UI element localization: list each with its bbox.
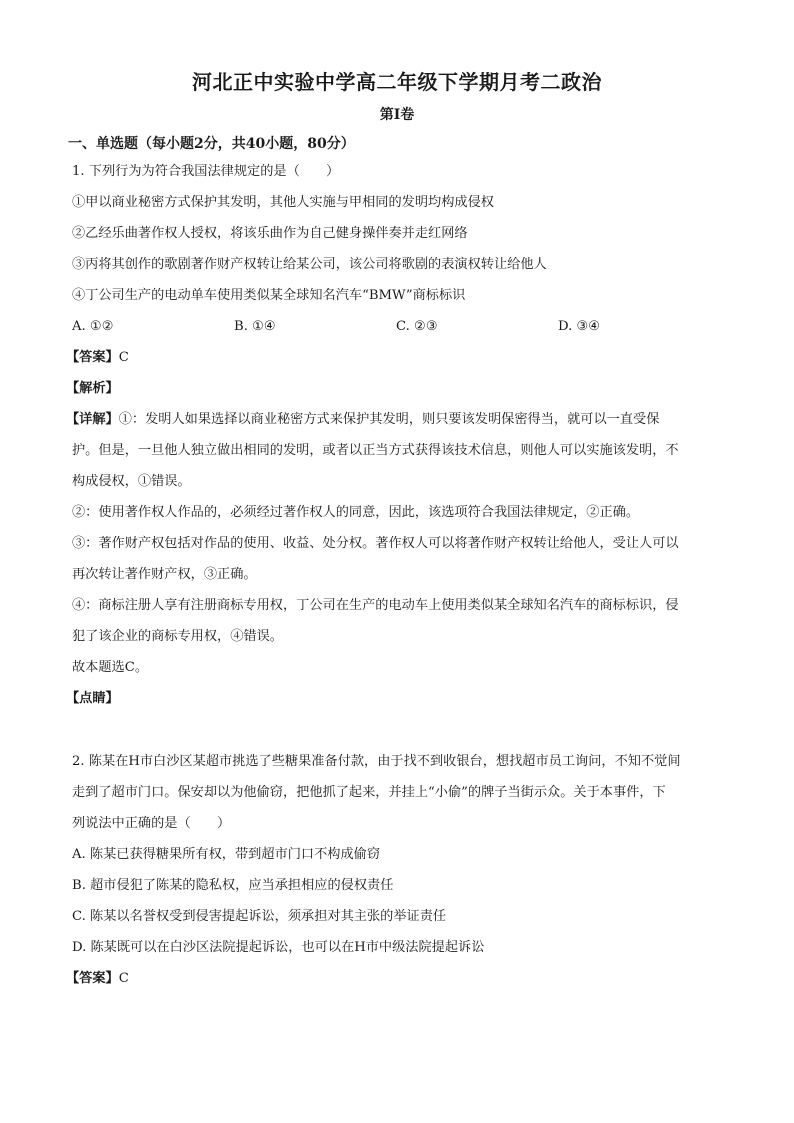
question-1-item: ①甲以商业秘密方式保护其发明，其他人实施与甲相同的发明均构成侵权 (72, 195, 494, 210)
question-1-detail-line: 再次转让著作财产权，③正确。 (72, 567, 257, 582)
question-1-item: ③丙将其创作的歌剧著作财产权转让给某公司，该公司将歌剧的表演权转让给他人 (72, 257, 547, 272)
question-2 (66, 746, 722, 994)
question-2-answer (66, 963, 722, 994)
question-1-answer (66, 342, 722, 373)
question-2-option-c: C. 陈某以名誉权受到侵害提起诉讼，须承担对其主张的举证责任 (72, 909, 447, 924)
option-a: A. ①② (72, 319, 114, 334)
question-2-option-a: A. 陈某已获得糖果所有权，带到超市门口不构成偷窃 (72, 847, 381, 862)
answer-value: C (118, 350, 129, 365)
question-2-stem-line: 走到了超市门口。保安却以为他偷窃，把他抓了起来，并挂上“小偷”的牌子当街示众。关于本事件，下 (72, 785, 666, 800)
volume-heading: 第Ⅰ卷 (379, 107, 415, 123)
question-2-stem-line: 列说法中正确的是（ ） (72, 816, 231, 831)
option-c: C. ②③ (396, 319, 438, 334)
question-2-option-d: D. 陈某既可以在白沙区法院提起诉讼，也可以在H市中级法院提起诉讼 (72, 940, 485, 955)
question-1-detail-line: 构成侵权，①错误。 (72, 474, 191, 489)
analysis-label: 【解析】 (66, 381, 119, 396)
question-1-detail-line: 护。但是，一旦他人独立做出相同的发明，或者以正当方式获得该技术信息，则他人可以实施该发明，不 (72, 443, 679, 458)
question-1-detail-line (66, 404, 722, 435)
question-1-stem: 1. 下列行为为符合我国法律规定的是（ ） (72, 164, 340, 179)
question-1 (66, 156, 722, 714)
question-1-detail-line: ③：著作财产权包括对作品的使用、收益、处分权。著作权人可以将著作财产权转让给他人，受让人可以 (72, 536, 679, 551)
option-b: B. ①④ (234, 319, 276, 334)
question-1-options (72, 311, 722, 342)
question-1-analysis (66, 373, 722, 404)
question-1-conclusion: 故本题选C。 (72, 660, 149, 675)
page-title: 河北正中实验中学高二年级下学期月考二政治 (192, 70, 602, 94)
comment-label: 【点睛】 (66, 691, 119, 706)
answer-label: 【答案】 (66, 971, 119, 986)
question-1-detail-line: 犯了该企业的商标专用权，④错误。 (72, 629, 283, 644)
answer-value: C (118, 971, 129, 986)
question-2-option-b: B. 超市侵犯了陈某的隐私权，应当承担相应的侵权责任 (72, 878, 394, 893)
detail-label: 【详解】 (66, 412, 119, 427)
option-d: D. ③④ (558, 319, 601, 334)
question-1-comment (66, 683, 722, 714)
answer-label: 【答案】 (66, 350, 119, 365)
detail-text: ①：发明人如果选择以商业秘密方式来保护其发明，则只要该发明保密得当，就可以一直受保 (118, 412, 660, 427)
section-heading: 一、单选题（每小题2分，共40小题，80分） (68, 136, 355, 152)
question-1-item: ④丁公司生产的电动单车使用类似某全球知名汽车“BMW”商标标识 (72, 288, 466, 303)
question-2-stem-line: 2. 陈某在H市白沙区某超市挑选了些糖果准备付款，由于找不到收银台，想找超市员工询问，不知不觉间 (72, 754, 681, 769)
question-1-detail-line: ②：使用著作权人作品的，必须经过著作权人的同意，因此，该选项符合我国法律规定，②正确。 (72, 505, 640, 520)
question-1-detail-line: ④：商标注册人享有注册商标专用权，丁公司在生产的电动车上使用类似某全球知名汽车的商标标识，侵 (72, 598, 679, 613)
question-1-item: ②乙经乐曲著作权人授权，将该乐曲作为自己健身操伴奏并走红网络 (72, 226, 468, 241)
spacer (72, 714, 722, 746)
